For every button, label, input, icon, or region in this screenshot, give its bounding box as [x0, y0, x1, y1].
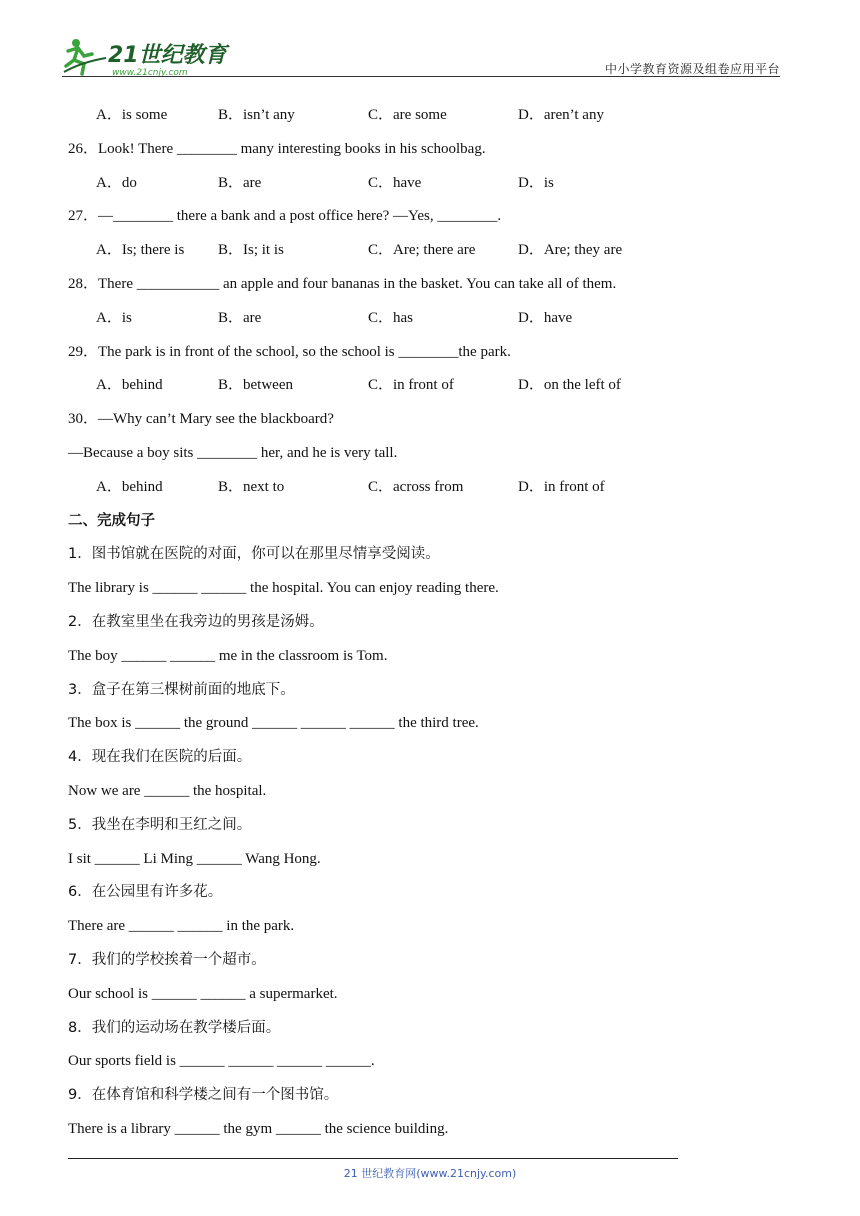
option-a: A．behind — [96, 377, 163, 394]
option-b: B．next to — [218, 478, 285, 495]
option-c: C．in front of — [368, 377, 454, 394]
question-text: I sit ______ Li Ming ______ Wang Hong. — [68, 850, 321, 867]
question-text: —Because a boy sits ________ her, and he is very tall. — [68, 444, 398, 461]
option-d: D．aren’t any — [518, 107, 604, 123]
option-b: B．are — [218, 309, 262, 326]
options-row — [68, 171, 788, 205]
options-row — [68, 238, 788, 272]
option-d: D．Are; they are — [518, 242, 623, 259]
runner-logo-icon — [62, 34, 232, 78]
chinese-prompt: 7．我们的学校挨着一个超市。 — [68, 951, 266, 968]
question-text: The box is ______ the ground ______ ______ ______ the third tree. — [68, 715, 479, 732]
footer-divider — [68, 1158, 678, 1159]
chinese-prompt: 2．在教室里坐在我旁边的男孩是汤姆。 — [68, 613, 324, 630]
option-c: C．across from — [368, 478, 464, 495]
question-text: 30．—Why can’t Mary see the blackboard? — [68, 411, 334, 428]
page-header — [62, 30, 780, 80]
chinese-prompt: 5．我坐在李明和王红之间。 — [68, 816, 252, 833]
options-row — [68, 103, 788, 137]
chinese-prompt: 6．在公园里有许多花。 — [68, 884, 223, 901]
option-c: C．have — [368, 174, 422, 191]
question-text: The boy ______ ______ me in the classroom is Tom. — [68, 647, 388, 664]
question-text: Our school is ______ ______ a supermarket. — [68, 985, 338, 1002]
option-b: B．isn’t any — [218, 107, 295, 123]
options-row — [68, 373, 788, 407]
option-d: D．in front of — [518, 478, 605, 495]
question-text: There is a library ______ the gym ______ the science building. — [68, 1120, 449, 1137]
option-a: A．do — [96, 174, 137, 191]
question-text: 29．The park is in front of the school, so the school is ________the park. — [68, 343, 511, 360]
option-b: B．between — [218, 377, 293, 394]
logo-url: www.21cnjy.com — [112, 68, 188, 78]
header-divider — [62, 76, 780, 77]
site-logo — [62, 34, 232, 78]
question-text: 28．There ___________ an apple and four bananas in the basket. You can take all of them. — [68, 275, 617, 292]
question-text: Now we are ______ the hospital. — [68, 782, 267, 799]
document-body — [68, 103, 788, 1151]
options-row — [68, 306, 788, 340]
question-text: 26．Look! There ________ many interesting books in his schoolbag. — [68, 140, 486, 157]
chinese-prompt: 8．我们的运动场在教学楼后面。 — [68, 1019, 281, 1036]
option-b: B．Is; it is — [218, 242, 284, 259]
options-row — [68, 475, 788, 509]
option-d: D．is — [518, 174, 554, 191]
option-d: D．have — [518, 309, 573, 326]
option-b: B．are — [218, 174, 262, 191]
option-a: A．is — [96, 309, 132, 326]
question-text: Our sports field is ______ ______ ______ ______. — [68, 1053, 375, 1070]
section-heading: 二、完成句子 — [68, 512, 155, 529]
option-c: C．has — [368, 309, 414, 326]
logo-wordmark: 21世纪教育 — [108, 43, 227, 68]
chinese-prompt: 4．现在我们在医院的后面。 — [68, 749, 252, 766]
option-a: A．is some — [96, 107, 168, 123]
question-text: The library is ______ ______ the hospital. You can enjoy reading there. — [68, 580, 499, 597]
chinese-prompt: 9．在体育馆和科学楼之间有一个图书馆。 — [68, 1087, 339, 1104]
question-text: There are ______ ______ in the park. — [68, 918, 295, 935]
option-c: C．Are; there are — [368, 242, 476, 259]
option-d: D．on the left of — [518, 377, 621, 394]
option-a: A．behind — [96, 478, 163, 495]
option-c: C．are some — [368, 107, 447, 123]
chinese-prompt: 1．图书馆就在医院的对面，你可以在那里尽情享受阅读。 — [68, 546, 440, 563]
header-platform-text: 中小学教育资源及组卷应用平台 — [604, 62, 780, 76]
question-text: 27．—________ there a bank and a post office here? —Yes, ________. — [68, 208, 502, 225]
chinese-prompt: 3．盒子在第三棵树前面的地底下。 — [68, 681, 295, 698]
option-a: A．Is; there is — [96, 242, 185, 259]
footer-text: 21 世纪教育网(www.21cnjy.com) — [343, 1167, 517, 1180]
